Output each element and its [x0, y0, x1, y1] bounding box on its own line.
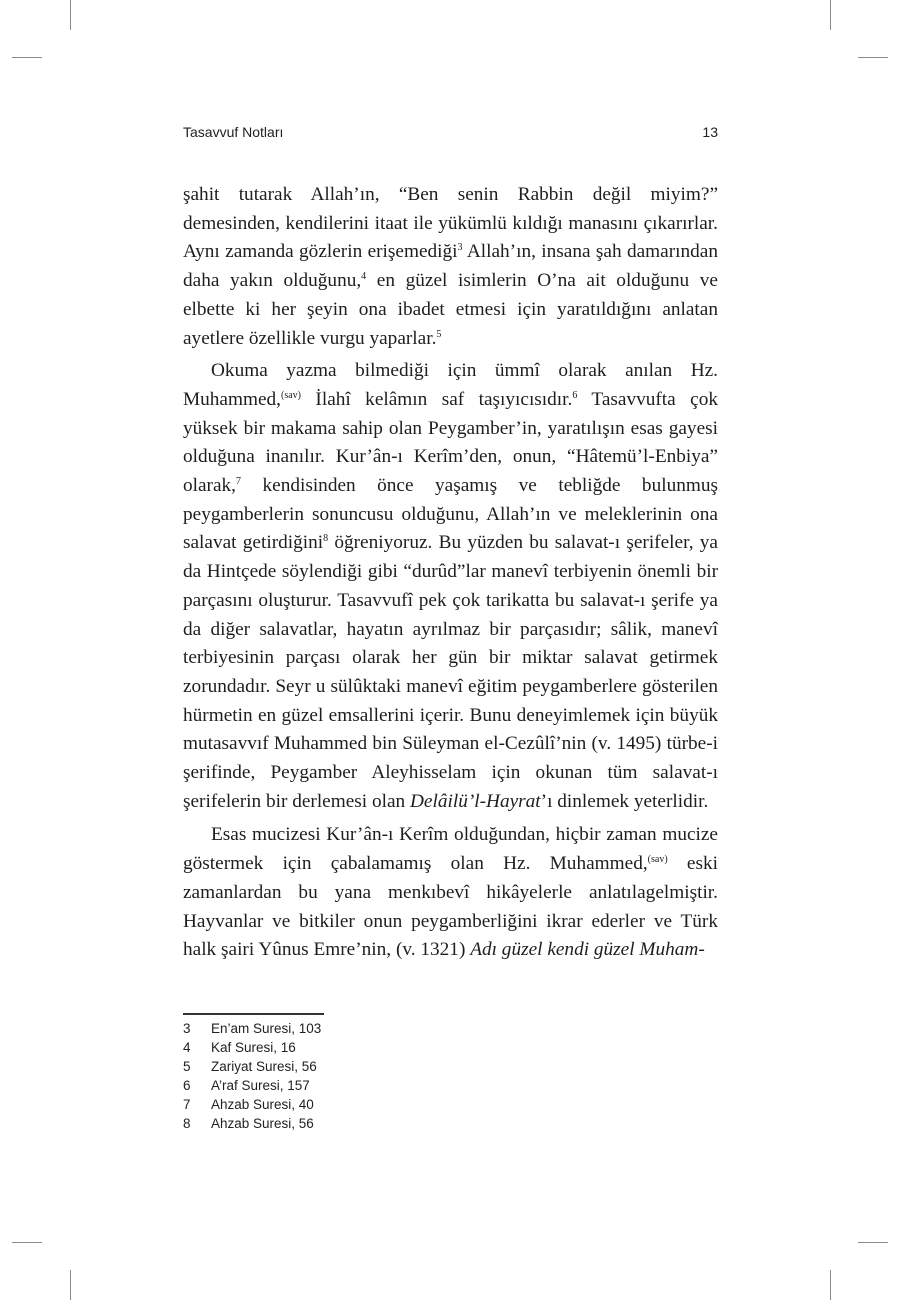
text-run: ’ı dinlemek yeterlidir.	[540, 790, 709, 812]
crop-mark-top-right	[830, 0, 831, 30]
footnote-ref-6: 6	[572, 389, 578, 401]
crop-mark-bottom-left	[70, 1270, 71, 1300]
crop-mark-right-top	[858, 57, 888, 58]
footnote-number: 7	[183, 1097, 191, 1112]
footnote-number: 3	[183, 1021, 191, 1036]
text-run: en güzel isimlerin O’na ait olduğunu ve elbette ki her şeyin ona ibadet etmesi için yaratıldığını anlatan ayetlere özellikle vurgu yaparlar.	[183, 270, 718, 349]
body-text	[183, 181, 718, 965]
footnote-text: En’am Suresi, 103	[211, 1021, 322, 1036]
footnotes	[183, 1019, 583, 1133]
footnote-item	[183, 1114, 583, 1133]
text-run: İlahî kelâmın saf taşıyıcısıdır.	[301, 388, 573, 410]
poem-title: Adı güzel kendi güzel Muham-	[470, 939, 705, 961]
running-title: Tasavvuf Notları	[183, 124, 284, 140]
crop-mark-left-top	[12, 57, 42, 58]
footnote-ref-8: 8	[323, 533, 329, 545]
footnote-number: 5	[183, 1059, 191, 1074]
footnote-text: Ahzab Suresi, 56	[211, 1116, 314, 1131]
paragraph-2	[183, 357, 718, 816]
crop-mark-bottom-right	[830, 1270, 831, 1300]
footnote-text: Ahzab Suresi, 40	[211, 1097, 314, 1112]
paragraph-3	[183, 821, 718, 965]
footnote-item	[183, 1057, 583, 1076]
text-run: öğreniyoruz. Bu yüzden bu salavat-ı şerifeler, ya da Hintçede söylendiği gibi “durûd”lar manevî terbiyenin önemli bir parçasını oluşturur. Tasavvufî pek çok tarikatta bu salavat-ı şerife ya da diğer salavatlar, hayatın ayrılmaz bir parçasıdır; sâlik, manevî terbiyesinin parçası olarak her gün bir miktar salavat getirmek zorundadır. Seyr u sülûktaki manevî eğitim peygamberlere gösterilen hürmetin en güzel emsallerini içerir. Bunu deneyimlemek için büyük mutasavvıf Muhammed bin Süleyman el-Cezûlî’nin (v. 1495) türbe-i şerifinde, Peygamber Aleyhisselam için okunan tüm salavat-ı şerifelerin bir derlemesi olan	[183, 532, 718, 812]
footnote-ref-3: 3	[457, 242, 463, 254]
footnote-item	[183, 1095, 583, 1114]
text-run: kendisinden önce yaşamış ve tebliğde bulunmuş peygamberlerin sonuncusu olduğunu, Allah’ın ve meleklerinin ona salavat getirdiğini	[183, 475, 718, 554]
footnote-number: 4	[183, 1040, 191, 1055]
crop-mark-left-bottom	[12, 1242, 42, 1243]
footnote-text: A’raf Suresi, 157	[211, 1078, 310, 1093]
footnote-number: 8	[183, 1116, 191, 1131]
footnote-text: Zariyat Suresi, 56	[211, 1059, 317, 1074]
footnote-item	[183, 1076, 583, 1095]
running-header	[183, 124, 718, 146]
book-title: Delâilü’l-Hayrat	[410, 790, 541, 812]
text-run: Allah’ın, insana şah damarından daha yakın olduğunu,	[183, 241, 718, 292]
footnote-number: 6	[183, 1078, 191, 1093]
text-run: Okuma yazma bilmediği için ümmî olarak anılan Hz. Muhammed,	[183, 360, 718, 410]
honorific-sav: (sav)	[281, 389, 301, 401]
footnote-separator	[183, 1013, 324, 1015]
text-run: Esas mucizesi Kur’ân-ı Kerîm olduğundan, hiçbir zaman mucize göstermek için çabalamamış olan Hz. Muhammed,	[183, 824, 718, 875]
page-number: 13	[702, 124, 718, 140]
footnote-ref-7: 7	[236, 476, 241, 488]
honorific-sav: (sav)	[647, 854, 668, 866]
text-run: şahit tutarak Allah’ın, “Ben senin Rabbin değil miyim?” demesinden, kendilerini itaat ile yükümlü kıldığı manasını çıkarırlar. Aynı zamanda gözlerin erişemediği	[183, 184, 718, 263]
text-run: eski zamanlardan bu yana menkıbevî hikâyelerle anlatılagelmiştir. Hayvanlar ve bitkiler onun peygamberliğini ikrar ederler ve Türk halk şairi Yûnus Emre’nin, (v. 1321)	[183, 853, 718, 961]
text-run: Tasavvufta çok yüksek bir makama sahip olan Peygamber’in, yaratılışın esas gayesi olduğuna inanılır. Kur’ân-ı Kerîm’den, onun, “Hâtemü’l-Enbiya” olarak,	[183, 388, 718, 497]
crop-mark-top-left	[70, 0, 71, 30]
footnote-ref-4: 4	[361, 271, 367, 283]
footnote-item	[183, 1019, 583, 1038]
footnote-ref-5: 5	[436, 328, 442, 340]
crop-mark-right-bottom	[858, 1242, 888, 1243]
footnote-text: Kaf Suresi, 16	[211, 1040, 296, 1055]
footnote-item	[183, 1038, 583, 1057]
paragraph-1	[183, 181, 718, 353]
